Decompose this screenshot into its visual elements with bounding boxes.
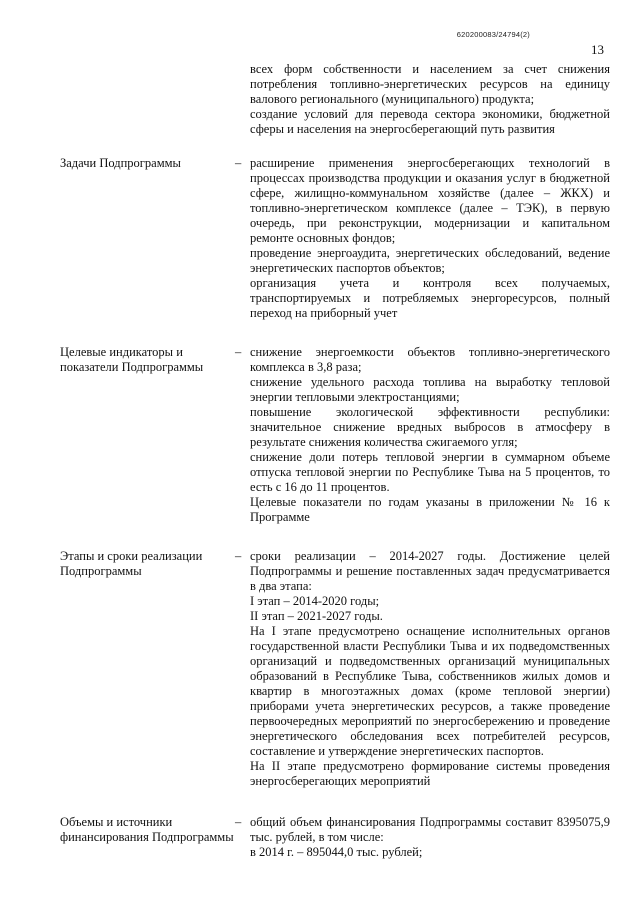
section-paragraph: сроки реализации – 2014-2027 годы. Достижение целей Подпрограммы и решение поставленных задач предусматривается в два этапа: bbox=[250, 549, 610, 593]
section-paragraph: общий объем финансирования Подпрограммы составит 8395075,9 тыс. рублей, в том числе: bbox=[250, 815, 610, 844]
section-indicators bbox=[0, 345, 640, 525]
section-dash: – bbox=[235, 345, 242, 359]
section-content bbox=[250, 345, 610, 525]
section-funding bbox=[0, 815, 640, 860]
section-label: Этапы и сроки реализации Подпрограммы bbox=[60, 549, 203, 578]
section-paragraph: снижение энергоемкости объектов топливно-энергетического комплекса в 3,8 раза; bbox=[250, 345, 610, 374]
section-paragraph: На I этапе предусмотрено оснащение исполнительных органов государственной власти Республики Тыва и их подведомственных организаций и подведомственных организаций муниципальных образований в Республике Тыва, собственников жилых домов и квартир в многоэтажных домах (кроме тепловой энергии) приборами учета энергетических ресурсов, а также проведение первоочередных мероприятий по энергосбережению и проведение энергетического обследования всех потребителей ресурсов, составление и утверждение энергетических паспортов. bbox=[250, 624, 610, 758]
section-dash: – bbox=[235, 549, 242, 563]
page-number: 13 bbox=[591, 42, 604, 57]
section-paragraph: I этап – 2014-2020 годы; bbox=[250, 594, 380, 608]
continued-paragraph: создание условий для перевода сектора экономики, бюджетной сферы и населения на энергосберегающий путь развития bbox=[250, 107, 610, 136]
section-dash: – bbox=[235, 156, 242, 170]
section-paragraph: снижение доли потерь тепловой энергии в суммарном объеме отпуска тепловой энергии по Республике Тыва на 5 процентов, то есть с 16 до 11 процентов. bbox=[250, 450, 610, 494]
section-label: Объемы и источники финансирования Подпрограммы bbox=[60, 815, 234, 844]
passport-table bbox=[0, 156, 640, 860]
section-paragraph: На II этапе предусмотрено формирование системы проведения энергосберегающих мероприятий bbox=[250, 759, 610, 788]
section-tasks bbox=[0, 156, 640, 321]
section-paragraph: повышение экологической эффективности республики: значительное снижение вредных выбросов в атмосферу в результате снижения количества сжигаемого угля; bbox=[250, 405, 610, 449]
continued-text-block bbox=[250, 62, 610, 137]
section-paragraph: расширение применения энергосберегающих технологий в процессах производства продукции и оказания услуг в бюджетной сфере, жилищно-коммунальном хозяйстве (далее – ЖКХ) и топливно-энергетическом комплексе (далее – ТЭК), в первую очередь, при реконструкции, модернизации и капитальном ремонте основных фондов; bbox=[250, 156, 610, 245]
continued-paragraph: всех форм собственности и населением за счет снижения потребления топливно-энергетических ресурсов на единицу валового регионального (муниципального) продукта; bbox=[250, 62, 610, 106]
document-id: 620200083/24794(2) bbox=[456, 30, 530, 39]
section-dash: – bbox=[235, 815, 242, 829]
section-label: Целевые индикаторы и показатели Подпрограммы bbox=[60, 345, 204, 374]
section-paragraph: организация учета и контроля всех получаемых, транспортируемых и потребляемых энергоресурсов, полный переход на приборный учет bbox=[250, 276, 610, 320]
section-content bbox=[250, 156, 610, 321]
section-content bbox=[250, 815, 610, 860]
section-content bbox=[250, 549, 610, 789]
section-paragraph: снижение удельного расхода топлива на выработку тепловой энергии тепловыми электростанциями; bbox=[250, 375, 610, 404]
section-stages bbox=[0, 549, 640, 789]
section-label: Задачи Подпрограммы bbox=[60, 156, 181, 170]
section-paragraph: проведение энергоаудита, энергетических обследований, ведение энергетических паспортов объектов; bbox=[250, 246, 610, 275]
section-paragraph: Целевые показатели по годам указаны в приложении № 16 к Программе bbox=[250, 495, 610, 524]
section-paragraph: в 2014 г. – 895044,0 тыс. рублей; bbox=[250, 845, 423, 859]
section-paragraph: II этап – 2021-2027 годы. bbox=[250, 609, 383, 623]
